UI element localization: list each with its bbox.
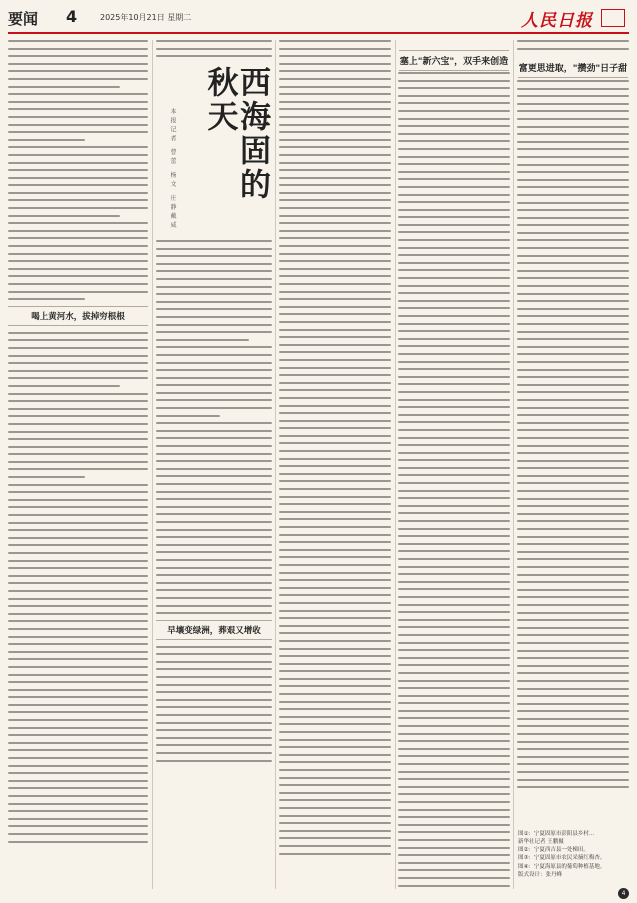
subheading: 塞上"新六宝"，双手来创造: [399, 50, 509, 71]
photo-credits: [518, 830, 628, 880]
column-rule: [275, 40, 276, 889]
article-column-5: [517, 80, 629, 793]
caption-line: 图②：宁夏西吉县一处梯田。: [518, 847, 589, 853]
article-column-4: [398, 72, 510, 889]
subheading: 富更思进取，"攒劲"日子甜: [518, 58, 628, 78]
article-column-5-top: [517, 40, 629, 56]
body-text: [8, 40, 148, 300]
caption-line: 图④：宁夏海原县的葡萄种植基地。: [518, 863, 606, 870]
body-text: [8, 332, 148, 843]
subheading: 早壤变绿洲，葬艰又增收: [156, 620, 272, 640]
newspaper-logo: 人民日报: [521, 11, 593, 31]
main-headline: 西海固的秋天: [201, 66, 270, 202]
issue-date: 2025年10月21日 星期二: [100, 13, 192, 22]
byline: 本报记者 曹蕾 杨文 庄静戴威: [169, 108, 176, 231]
article-column-3: [279, 40, 391, 889]
body-text: [517, 80, 629, 793]
page-badge: 4: [618, 888, 629, 899]
body-text: [156, 646, 272, 762]
article-column-2: [156, 240, 272, 889]
page-number: 4: [66, 7, 78, 26]
column-rule: [513, 40, 514, 889]
section-name: 要闻: [8, 10, 39, 28]
body-text: [517, 40, 629, 50]
column-rule: [152, 40, 153, 889]
caption-line: 图③：宁夏固原市农民采摘红梅杏。: [518, 855, 606, 862]
body-text: [156, 240, 272, 614]
body-text: [279, 40, 391, 855]
caption-line: 版式设计：张丹峰: [518, 871, 563, 878]
masthead: [8, 6, 629, 34]
caption-line: 新华社记者 王鹏摄: [518, 838, 564, 845]
subheading: 喝上黄河水，拔掉穷根根: [8, 306, 148, 326]
logo-mark: [601, 9, 625, 27]
article-column-1: [8, 40, 148, 889]
article-column-2-top: [156, 40, 272, 64]
body-text: [398, 72, 510, 889]
column-rule: [395, 40, 396, 889]
caption-line: 图①：宁夏固原市彭阳县乡村...: [518, 830, 595, 837]
main-headline-block: [156, 66, 272, 232]
body-text: [156, 40, 272, 57]
